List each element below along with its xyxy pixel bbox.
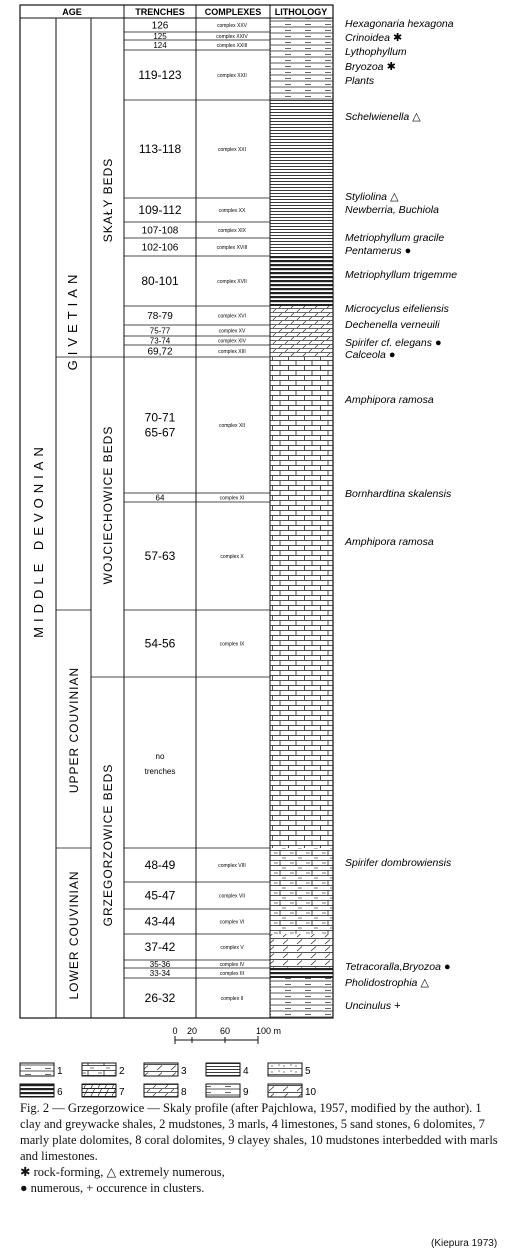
occurrence-symbol: △ <box>409 111 421 123</box>
lithology-band <box>271 100 333 198</box>
complex-label: complex VII <box>218 893 246 900</box>
trench-number: 35-36 <box>149 959 171 969</box>
complex-label: complex XI <box>219 495 245 502</box>
fossil-name: Plants <box>345 75 375 87</box>
trench-number: 45-47 <box>144 888 176 903</box>
fossil-name: Pentamerus ● <box>345 245 412 257</box>
occurrence-symbol: △ <box>387 191 399 203</box>
fossil-name: Dechenella verneuili <box>345 319 440 331</box>
trench-number: 26-32 <box>144 991 176 1006</box>
legend-swatch <box>206 1084 240 1097</box>
complex-label: complex XXIII <box>216 43 248 49</box>
trench-number: 57-63 <box>144 549 176 564</box>
complex-label: complex VI <box>219 919 245 926</box>
fossil-name: Bornhardtina skalensis <box>345 488 452 500</box>
lithology-band <box>271 934 333 968</box>
complex-label: complex II <box>220 996 244 1002</box>
legend-number: 9 <box>243 1087 249 1098</box>
lithology-legend <box>20 1063 317 1098</box>
fossil-name: Newberria, Buchiola <box>345 204 439 216</box>
legend-number: 5 <box>305 1066 311 1077</box>
scale-tick-20: 20 <box>186 1026 198 1036</box>
complex-label: complex III <box>219 971 245 977</box>
trench-number: trenches <box>144 767 176 777</box>
complex-label: complex XVIII <box>216 245 248 251</box>
legend-number: 7 <box>119 1087 125 1098</box>
occurrence-symbol: ✱ <box>383 61 396 73</box>
legend-swatch <box>144 1063 178 1076</box>
fossil-name: Metriophyllum trigemme <box>345 269 458 281</box>
legend-swatch <box>268 1084 302 1097</box>
fossil-name: Spirifer dombrowiensis <box>345 857 452 869</box>
lithology-column <box>271 18 333 1018</box>
trench-number: 70-71 <box>144 410 176 425</box>
occurrence-symbol: △ <box>417 977 429 989</box>
fossil-name: Styliolina △ <box>345 191 399 203</box>
complex-label: complex XIX <box>217 228 247 234</box>
scale-tick-60: 60 <box>219 1026 231 1036</box>
occurrence-symbol: ● <box>431 337 442 349</box>
header-age: AGE <box>62 7 82 17</box>
complex-label: complex XXII <box>217 73 247 79</box>
source-credit: (Kiepura 1973) <box>431 1238 498 1249</box>
trench-number: 125 <box>153 31 167 41</box>
lithology-band <box>271 306 333 357</box>
complex-label: complex XV <box>218 328 246 335</box>
complex-label: complex XIV <box>217 338 247 345</box>
legend-swatch <box>20 1084 54 1097</box>
caption-symbols-2: ● numerous, + occurence in clusters. <box>20 1181 205 1195</box>
label-givetian: GIVETIAN <box>65 269 80 371</box>
fossil-name: Lythophyllum <box>345 46 407 58</box>
trench-number: 43-44 <box>144 914 176 929</box>
fossil-name: Microcyclus eifeliensis <box>345 303 449 315</box>
trench-number: 119-123 <box>138 68 182 83</box>
complex-label: complex XVII <box>217 279 247 285</box>
trench-number: 69,72 <box>147 346 173 358</box>
label-middle-devonian: MIDDLE DEVONIAN <box>31 442 46 638</box>
legend-swatch <box>144 1084 178 1097</box>
scale-bar <box>172 1026 281 1044</box>
complex-label: complex XII <box>218 423 246 429</box>
fossil-name: Metriophyllum gracile <box>345 232 445 244</box>
legend-number: 2 <box>119 1066 125 1077</box>
lithology-band <box>271 18 333 100</box>
lithology-band <box>271 357 333 848</box>
complex-label: complex XIII <box>218 349 246 355</box>
header-trenches: TRENCHES <box>135 7 185 17</box>
scale-tick-100: 100 m <box>256 1026 282 1036</box>
label-skaly-beds: SKAŁY BEDS <box>101 157 115 243</box>
legend-number: 6 <box>57 1087 63 1098</box>
legend-swatch <box>82 1084 116 1097</box>
label-lower-couvinian: LOWER COUVINIAN <box>67 870 81 1000</box>
complex-label: complex XX <box>218 208 246 214</box>
trench-number: 113-118 <box>138 142 182 157</box>
trench-number: 124 <box>153 40 167 50</box>
occurrence-symbol: + <box>391 1000 401 1012</box>
trench-number: no <box>155 752 165 762</box>
complex-label: complex IV <box>219 962 245 968</box>
fossil-name: Schelwienella △ <box>345 111 421 123</box>
complex-label: complex XXIV <box>216 34 248 40</box>
fossil-name: Amphipora ramosa <box>345 536 434 548</box>
legend-number: 10 <box>305 1087 317 1098</box>
lithology-band <box>271 848 333 934</box>
legend-swatch <box>82 1063 116 1076</box>
trench-number: 75-77 <box>149 326 171 336</box>
legend-swatch <box>268 1063 302 1076</box>
trench-number: 64 <box>155 493 165 503</box>
label-upper-couvinian: UPPER COUVINIAN <box>67 666 81 794</box>
fossil-name: Crinoidea ✱ <box>345 32 403 44</box>
trench-number: 65-67 <box>144 425 176 440</box>
trench-number: 109-112 <box>138 203 182 218</box>
complex-label: complex X <box>220 554 244 560</box>
complex-label: complex IX <box>219 641 245 648</box>
occurrence-symbol: ● <box>401 245 412 257</box>
trench-number: 126 <box>151 20 169 32</box>
lithology-band <box>271 256 333 306</box>
header-complexes: COMPLEXES <box>204 7 262 17</box>
occurrence-symbol: ● <box>440 961 451 973</box>
trench-number: 54-56 <box>144 636 176 651</box>
caption-text: Fig. 2 — Grzegorzowice — Skaly profile (after Pajchlowa, 1957, modified by the author). 1 clay and greywacke shales, 2 mudstones, 3 marls, 4 limestones, 5 sand stones, 6 dolomites, 7 marly plate dolomites, 8 coral dolomites, 9 clayey shales, 10 mudstones interbedded with marls and limestones. <box>20 1101 498 1163</box>
header-lithology: LITHOLOGY <box>274 7 328 17</box>
scale-tick-0: 0 <box>172 1026 178 1036</box>
trench-number: 33-34 <box>149 968 171 978</box>
legend-swatch <box>206 1063 240 1076</box>
caption-symbols-1: ✱ rock-forming, △ extremely numerous, <box>20 1165 225 1179</box>
fossil-list <box>344 18 457 1012</box>
trench-rows <box>124 21 270 1006</box>
trench-number: 80-101 <box>141 274 179 289</box>
figure-caption <box>20 1100 500 1196</box>
occurrence-symbol: ✱ <box>389 32 403 44</box>
complex-label: complex XVI <box>217 313 247 320</box>
fossil-name: Bryozoa ✱ <box>345 61 396 73</box>
lithology-band <box>271 968 333 978</box>
legend-number: 4 <box>243 1066 249 1077</box>
lithology-band <box>271 978 333 1018</box>
fossil-name: Calceola ● <box>345 349 396 361</box>
fossil-name: Pholidostrophia △ <box>345 977 429 989</box>
complex-label: complex XXV <box>216 23 248 29</box>
fossil-name: Amphipora ramosa <box>345 394 434 406</box>
label-grzegorzowice-beds: GRZEGORZOWICE BEDS <box>101 763 115 927</box>
complex-label: complex VIII <box>218 863 246 869</box>
legend-number: 8 <box>181 1087 187 1098</box>
trench-number: 48-49 <box>144 858 176 873</box>
fossil-name: Uncinulus + <box>345 1000 401 1012</box>
trench-number: 107-108 <box>141 225 179 237</box>
occurrence-symbol: ● <box>385 349 396 361</box>
legend-swatch <box>20 1063 54 1076</box>
label-wojciechowice-beds: WOJCIECHOWICE BEDS <box>101 425 115 585</box>
trench-number: 73-74 <box>149 336 171 346</box>
trench-number: 37-42 <box>144 940 176 955</box>
trench-number: 78-79 <box>147 311 173 322</box>
fossil-name: Tetracoralla,Bryozoa ● <box>345 961 451 973</box>
complex-label: complex V <box>220 945 244 951</box>
lithology-band <box>271 198 333 256</box>
fossil-name: Hexagonaria hexagona <box>345 18 454 30</box>
legend-number: 3 <box>181 1066 187 1077</box>
complex-label: complex XXI <box>217 147 247 153</box>
fossil-name: Spirifer cf. elegans ● <box>345 337 442 349</box>
legend-number: 1 <box>57 1066 63 1077</box>
trench-number: 102-106 <box>141 242 179 254</box>
